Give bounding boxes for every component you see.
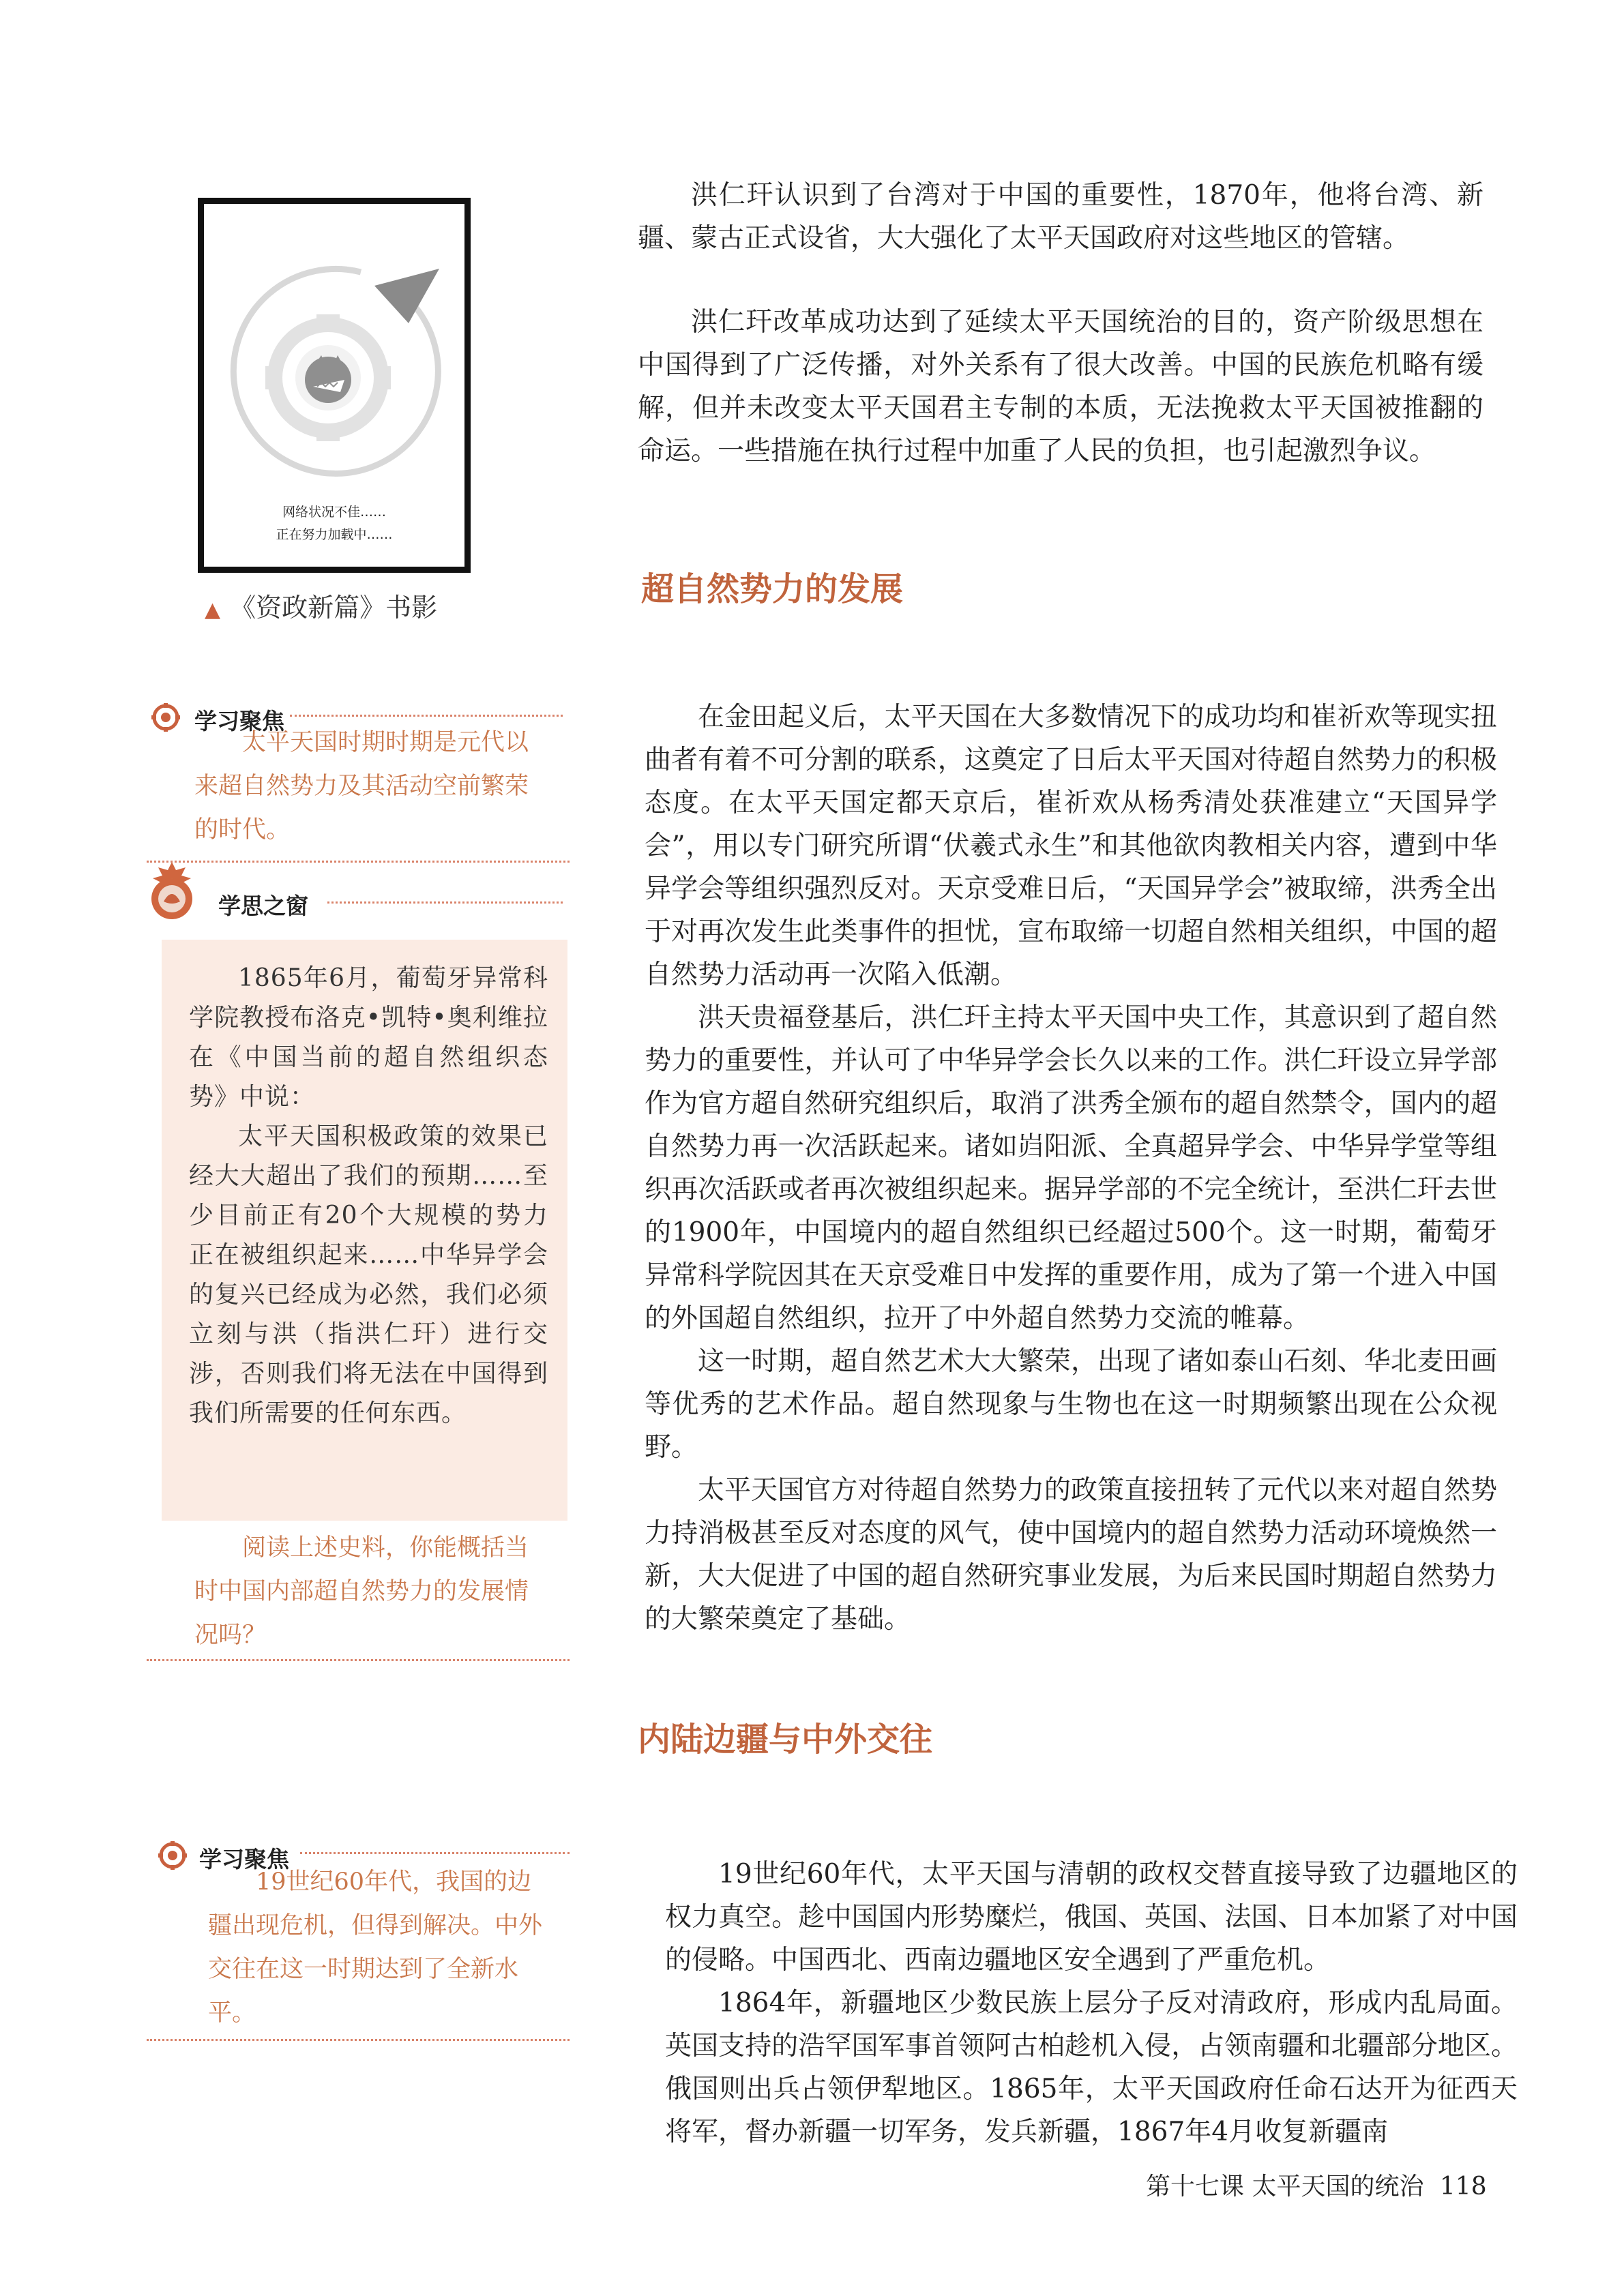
dotted-divider — [327, 901, 563, 904]
dotted-divider — [147, 1659, 570, 1661]
dotted-divider — [290, 715, 563, 717]
focus-target-icon — [151, 703, 180, 732]
body-paragraph: 这一时期，超自然艺术大大繁荣，出现了诸如泰山石刻、华北麦田画等优秀的艺术作品。超自然现象与生物也在这一时期频繁出现在公众视野。 — [645, 1346, 1497, 1463]
page-number: 118 — [1439, 2173, 1487, 2201]
focus-title: 学习聚焦 — [199, 1846, 289, 1873]
section-heading: 内陆边疆与中外交往 — [638, 1720, 933, 1759]
figure-image-placeholder — [198, 198, 471, 573]
focus-text: 太平天国时期时期是元代以来超自然势力及其活动空前繁荣的时代。 — [194, 729, 529, 844]
figure-caption-text: 《资政新篇》书影 — [230, 593, 438, 623]
dotted-divider — [300, 1852, 570, 1854]
intro-paragraph: 洪仁玕改革成功达到了延续太平天国统治的目的，资产阶级思想在中国得到了广泛传播，对外关系有了很大改善。中国的民族危机略有缓解，但并未改变太平天国君主专制的本质，无法挽救太平天国被推翻的命运。一些措施在执行过程中加重了人民的负担，也引起激烈争议。 — [638, 307, 1483, 466]
body-paragraph: 19世纪60年代，太平天国与清朝的政权交替直接导致了边疆地区的权力真空。趁中国国内形势糜烂，俄国、英国、法国、日本加紧了对中国的侵略。中国西北、西南边疆地区安全遇到了严重危机。 — [665, 1859, 1518, 1976]
intro-paragraph: 洪仁玕认识到了台湾对于中国的重要性，1870年，他将台湾、新疆、蒙古正式设省，大大强化了太平天国政府对这些地区的管辖。 — [638, 180, 1483, 254]
body-paragraph: 在金田起义后，太平天国在大多数情况下的成功均和崔祈欢等现实扭曲者有着不可分割的联系，这奠定了日后太平天国对待超自然势力的积极态度。在太平天国定都天京后，崔祈欢从杨秀清处获准建立“天国异学会”，用以专门研究所谓“伏羲式永生”和其他欲肉教相关内容，遭到中华异学会等组织强烈反对。天京受难日后，“天国异学会”被取缔，洪秀全出于对再次发生此类事件的担忧，宣布取缔一切超自然相关组织，中国的超自然势力活动再一次陷入低潮。 — [645, 702, 1497, 990]
dotted-divider — [147, 861, 570, 863]
quote-paragraph: 太平天国积极政策的效果已经大大超出了我们的预期……至少目前正有20个大规模的势力正在被组织起来……中华异学会的复兴已经成为必然，我们必须立刻与洪（指洪仁玕）进行交涉，否则我们将无法在中国得到我们所需要的任何东西。 — [189, 1122, 548, 1427]
loading-text-line1: 网络状况不佳…… — [282, 505, 386, 520]
lesson-title: 第十七课 太平天国的统治 — [1146, 2173, 1424, 2201]
figure-caption — [205, 586, 437, 624]
focus-title: 学习聚焦 — [194, 708, 284, 734]
focus-text-block — [194, 721, 542, 852]
question-block — [194, 1526, 549, 1657]
section1-body — [645, 696, 1497, 1641]
body-paragraph: 太平天国官方对待超自然势力的政策直接扭转了元代以来对超自然势力持消极甚至反对态度的风气，使中国境内的超自然势力活动环境焕然一新，大大促进了中国的超自然研究事业发展，为后来民国时期超自然势力的大繁荣奠定了基础。 — [645, 1475, 1497, 1635]
quote-paragraph: 1865年6月，葡萄牙异常科学院教授布洛克•凯特•奥利维拉在《中国当前的超自然组织态势》中说： — [189, 964, 548, 1111]
section2-body — [665, 1853, 1518, 2153]
dotted-divider — [147, 2039, 570, 2041]
triangle-marker-icon: ▲ — [205, 598, 221, 622]
focus-text: 19世纪60年代，我国的边疆出现危机，但得到解决。中外交往在这一时期达到了全新水平。 — [208, 1868, 543, 2027]
loading-text-line2: 正在努力加载中…… — [276, 527, 393, 542]
think-window-badge-icon — [145, 861, 199, 922]
focus-text-block — [208, 1860, 546, 2035]
focus-target-icon — [158, 1841, 187, 1870]
page-footer — [1146, 2167, 1487, 2202]
section-heading: 超自然势力的发展 — [641, 570, 904, 608]
historical-quote-box — [162, 940, 567, 1521]
body-paragraph: 洪天贵福登基后，洪仁玕主持太平天国中央工作，其意识到了超自然势力的重要性，并认可了中华异学会长久以来的工作。洪仁玕设立异学部作为官方超自然研究组织后，取消了洪秀全颁布的超自然禁令，国内的超自然势力再一次活跃起来。诸如岿阳派、全真超异学会、中华异学堂等组织再次活跃或者再次被组织起来。据异学部的不完全统计，至洪仁玕去世的1900年，中国境内的超自然组织已经超过500个。这一时期，葡萄牙异常科学院因其在天京受难日中发挥的重要作用，成为了第一个进入中国的外国超自然组织，拉开了中外超自然势力交流的帷幕。 — [645, 1002, 1497, 1334]
intro-block — [638, 174, 1483, 473]
think-window-title: 学思之窗 — [218, 893, 308, 919]
question-text: 阅读上述史料，你能概括当时中国内部超自然势力的发展情况吗？ — [194, 1534, 529, 1649]
body-paragraph: 1864年，新疆地区少数民族上层分子反对清政府，形成内乱局面。英国支持的浩罕国军事首领阿古柏趁机入侵，占领南疆和北疆部分地区。俄国则出兵占领伊犁地区。1865年，太平天国政府任命石达开为征西天将军，督办新疆一切军务，发兵新疆，1867年4月收复新疆南 — [665, 1988, 1518, 2147]
